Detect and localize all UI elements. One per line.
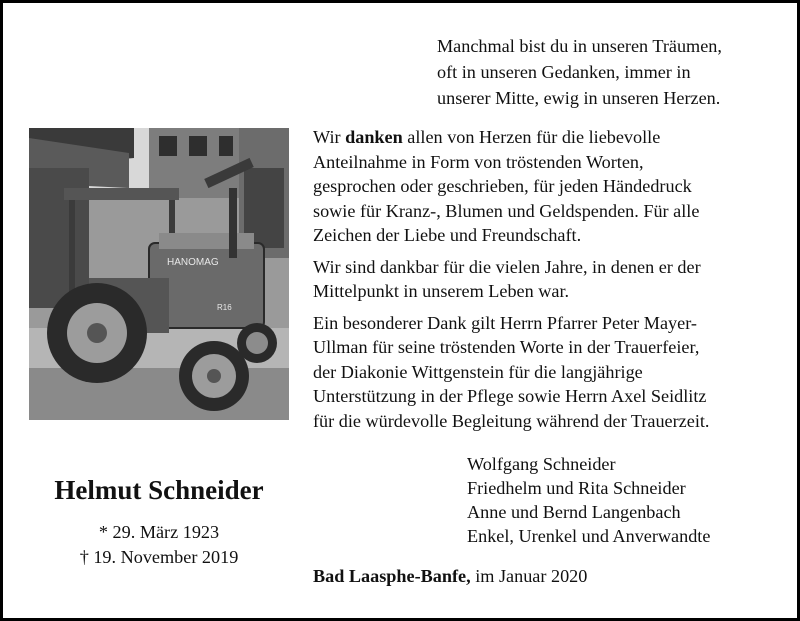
thanks-line: gesprochen oder geschrieben, für jeden Händedruck bbox=[313, 176, 692, 196]
place-date-line bbox=[313, 566, 587, 587]
tractor-photo bbox=[29, 128, 289, 420]
poem-line: unserer Mitte, ewig in unseren Herzen. bbox=[437, 88, 721, 108]
thanks-bold-word: danken bbox=[345, 127, 403, 147]
tractor-brand-label: HANOMAG bbox=[167, 257, 219, 268]
special-thanks-line: Ein besonderer Dank gilt Herrn Pfarrer Peter Mayer- bbox=[313, 312, 697, 333]
gratitude-line: Mittelpunkt in unserem Leben war. bbox=[313, 281, 570, 301]
thanks-line: Zeichen der Liebe und Freundschaft. bbox=[313, 225, 582, 245]
special-thanks-line: der Diakonie Wittgenstein für die langjährige bbox=[313, 361, 643, 382]
gratitude-paragraph bbox=[313, 255, 783, 304]
poem-line: oft in unseren Gedanken, immer in bbox=[437, 62, 691, 82]
gratitude-line: Wir sind dankbar für die vielen Jahre, in denen er der bbox=[313, 256, 701, 277]
special-thanks-line: für die würdevolle Begleitung während der Trauerzeit. bbox=[313, 410, 710, 431]
family-signatures bbox=[467, 452, 767, 548]
place-town: Bad Laasphe-Banfe, bbox=[313, 566, 471, 586]
life-dates bbox=[29, 520, 289, 570]
deceased-name: Helmut Schneider bbox=[54, 475, 264, 505]
thanks-line-rest: allen von Herzen für die liebevolle bbox=[402, 127, 661, 147]
special-thanks-line: Ullman für seine tröstenden Worte in der Trauerfeier, bbox=[313, 337, 700, 357]
family-member: Anne und Bernd Langenbach bbox=[467, 502, 681, 522]
poem-line: Manchmal bist du in unseren Träumen, bbox=[437, 36, 722, 56]
thank-you-text bbox=[313, 125, 783, 440]
thanks-prefix: Wir bbox=[313, 127, 346, 147]
family-member: Enkel, Urenkel und Anverwandte bbox=[467, 526, 711, 546]
family-member: Friedhelm und Rita Schneider bbox=[467, 478, 686, 498]
special-thanks-paragraph bbox=[313, 311, 783, 434]
place-date: im Januar 2020 bbox=[470, 566, 588, 586]
poem bbox=[437, 33, 787, 111]
family-member: Wolfgang Schneider bbox=[467, 454, 616, 474]
thanks-line: sowie für Kranz-, Blumen und Geldspenden. Für alle bbox=[313, 200, 700, 221]
special-thanks-line: Unterstützung in der Pflege sowie Herrn Axel Seidlitz bbox=[313, 386, 707, 406]
tractor-model-label: R16 bbox=[217, 303, 232, 312]
birth-date: * 29. März 1923 bbox=[98, 522, 220, 542]
death-date: † 19. November 2019 bbox=[79, 547, 239, 567]
thanks-line: Anteilnahme in Form von tröstenden Worten, bbox=[313, 151, 644, 172]
thanks-paragraph bbox=[313, 125, 783, 248]
